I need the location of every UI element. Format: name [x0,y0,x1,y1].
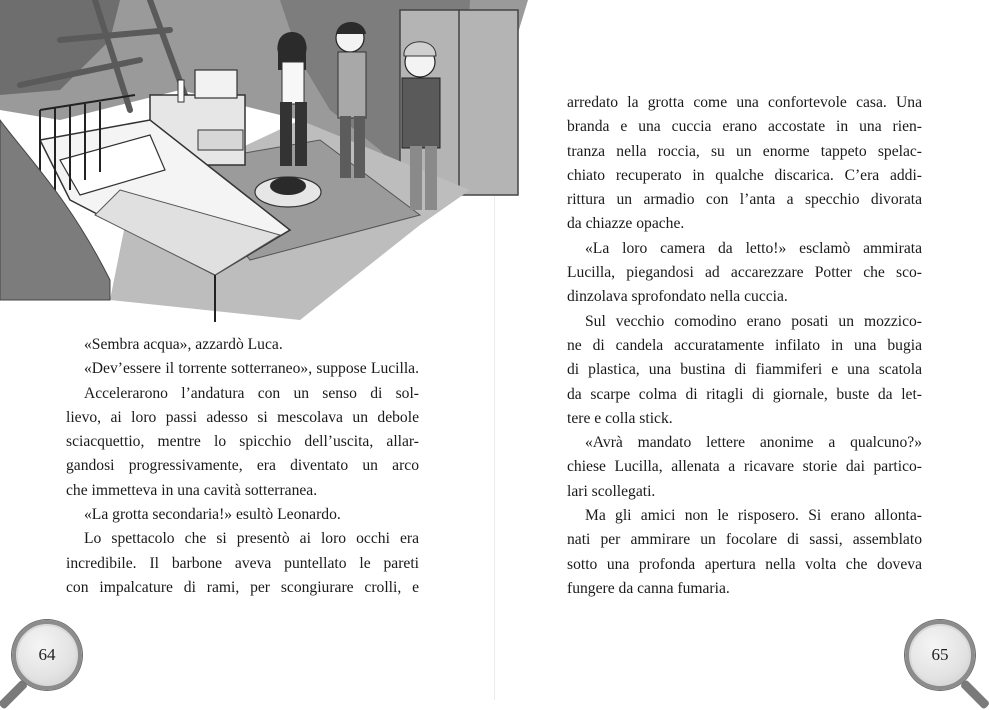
text-line: dinzolava sprofondato nella cuccia. [567,288,788,306]
text-line: «Dev’essere il torrente sotterraneo», suppose Lucilla. [84,360,419,378]
page-number-left [12,620,82,690]
text-line: con impalcature di rami, per scongiurare crolli, e [66,578,419,596]
text-line: tere e colla stick. [567,409,673,427]
text-line: di plastica, una bustina di fiammiferi e una scatola [567,361,922,379]
text-line: «Avrà mandato lettere anonime a qualcuno?» [585,434,922,452]
text-line: lievo, ai loro passi adesso si mescolava un debole [66,408,419,426]
text-line: «La grotta secondaria!» esultò Leonardo. [84,506,341,524]
text-line: arredato la grotta come una confortevole casa. Una [567,94,922,111]
text-line: gandosi progressivamente, era diventato un arco [66,457,419,475]
text-line: Accelerarono l’andatura con un senso di sol- [84,384,419,402]
text-line: nati per ammirare un focolare di sassi, assemblato [567,531,922,549]
text-line: branda e una cuccia erano accostate in una rien- [567,118,922,136]
text-line: chiato recuperato in qualche discarica. C’era addi- [567,166,922,184]
text-line: chiese Lucilla, allenata a ricavare storie dai partico- [567,458,922,476]
text-line: Lo spettacolo che si presentò ai loro occhi era [84,530,419,548]
text-line: da scarpe colma di ritagli di giornale, buste da let- [567,385,922,403]
text-line: «Sembra acqua», azzardò Luca. [84,336,283,353]
text-line: sotto una profonda apertura nella volta che doveva [567,555,922,573]
text-line: Sul vecchio comodino erano posati un mozzico- [585,312,922,330]
left-page-text [66,333,419,600]
text-line: Ma gli amici non le risposero. Si erano allonta- [585,507,922,525]
text-line: «La loro camera da letto!» esclamò ammirata [585,239,922,257]
text-line: incredibile. Il barbone aveva puntellato le pareti [66,554,419,572]
text-line: fungere da canna fumaria. [567,579,730,597]
page-number-right [905,620,975,690]
cave-bedroom-illustration [0,0,528,330]
text-line: Lucilla, piegandosi ad accarezzare Potter che sco- [567,264,922,282]
page-number-label: 65 [931,645,949,664]
text-line: ne di candela accuratamente infilato in una bugia [567,336,922,354]
text-line: tranza nella roccia, su un enorme tappeto spelac- [567,142,922,160]
illustration-drawing [0,0,528,330]
right-page-text [567,91,922,601]
text-line: lari scollegati. [567,482,656,500]
page-number-label: 64 [38,645,56,664]
text-line: sciacquettio, mentre lo spicchio dell’uscita, allar- [66,433,419,451]
text-line: rittura un armadio con l’anta a specchio divorata [567,191,922,209]
text-line: da chiazze opache. [567,215,685,233]
text-line: che immetteva in una cavità sotterranea. [66,481,318,499]
